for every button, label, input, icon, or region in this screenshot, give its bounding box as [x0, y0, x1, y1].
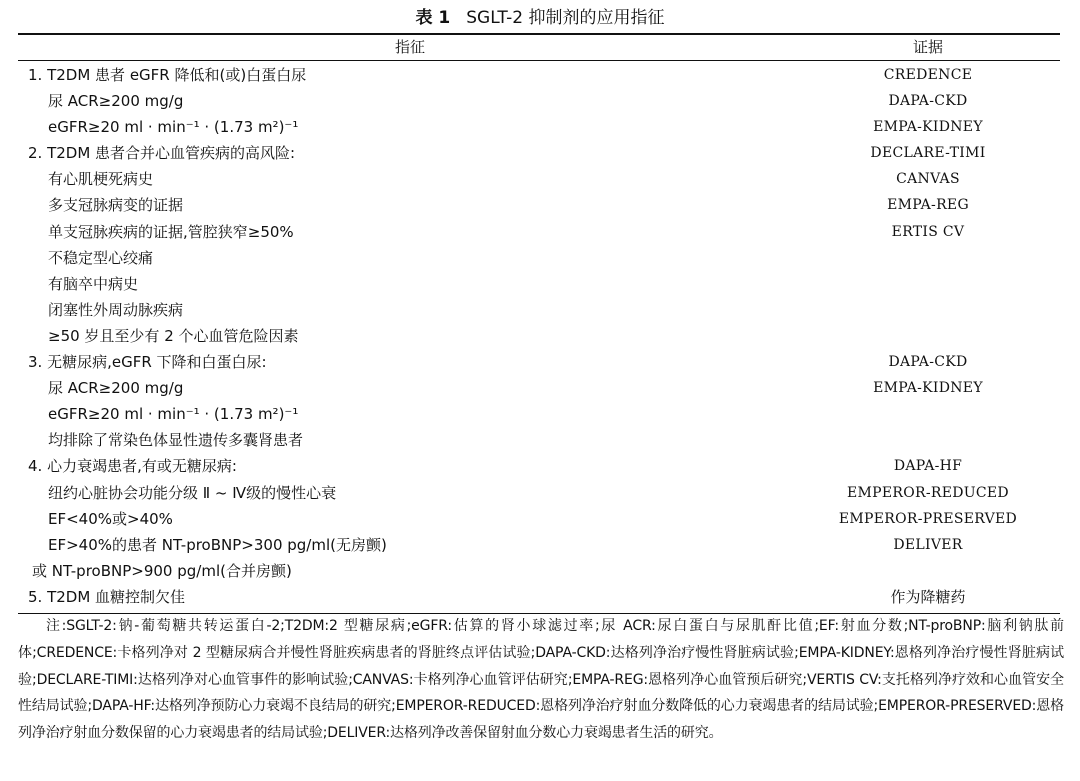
table-row	[0, 114, 1080, 140]
evidence-cell	[818, 427, 1038, 453]
evidence-cell: DAPA-HF	[893, 458, 963, 475]
evidence-cell	[818, 245, 1038, 271]
evidence-cell: CREDENCE	[883, 67, 973, 83]
indication-cell: 尿 ACR≥200 mg/g	[48, 92, 184, 111]
table-footnote: 注:SGLT-2:钠-葡萄糖共转运蛋白-2;T2DM:2 型糖尿病;eGFR:估算的肾小球滤过率;尿 ACR:尿白蛋白与尿肌酐比值;EF:射血分数;NT-proBNP:脑利钠肽前体;CREDENCE:卡格列净对 2 型糖尿病合并慢性肾脏疾病患者的肾脏终点评估试验;DAPA-CKD:达格列净治疗慢性肾脏病试验;EMPA-KIDNEY:恩格列净治疗慢性肾脏病试验;DECLARE-TIMI:达格列净对心血管事件的影响试验;CANVAS:卡格列净心血管评估研究;EMPA-REG:恩格列净心血管预后研究;VERTIS CV:支托格列净疗效和心血管安全性结局试验;DAPA-HF:达格列净预防心力衰竭不良结局的研究;EMPEROR-REDUCED:恩格列净治疗射血分数降低的心力衰竭患者的结局试验;EMPEROR-PRESERVED:恩格列净治疗射血分数保留的心力衰竭患者的结局试验;DELIVER:达格列净改善保留射血分数心力衰竭患者生活的研究。	[18, 618, 1064, 742]
indication-cell: eGFR≥20 ml · min⁻¹ · (1.73 m²)⁻¹	[48, 118, 299, 137]
indication-cell: 均排除了常染色体显性遗传多囊肾患者	[48, 431, 304, 450]
indication-cell: 不稳定型心绞痛	[48, 248, 154, 267]
indication-cell: eGFR≥20 ml · min⁻¹ · (1.73 m²)⁻¹	[48, 405, 299, 424]
header-evidence: 证据	[912, 38, 943, 56]
table-body	[0, 62, 1080, 610]
header-indication: 指征	[394, 38, 425, 56]
evidence-cell: EMPA-KIDNEY	[873, 380, 983, 397]
table-row	[0, 166, 1080, 192]
table-row	[0, 62, 1080, 88]
table-row	[0, 245, 1080, 271]
evidence-cell: DELIVER	[893, 536, 963, 553]
table-number: 表 1	[415, 8, 451, 28]
evidence-cell	[818, 323, 1038, 349]
table-row	[0, 401, 1080, 427]
evidence-cell: CANVAS	[896, 171, 960, 188]
indication-cell: 4. 心力衰竭患者,有或无糖尿病:	[28, 457, 237, 476]
evidence-cell: EMPA-KIDNEY	[873, 119, 983, 136]
evidence-cell	[818, 558, 1038, 584]
table-title: SGLT-2 抑制剂的应用指征	[466, 8, 665, 28]
table-row	[0, 584, 1080, 610]
table-row	[0, 297, 1080, 323]
table-caption	[0, 6, 1080, 30]
table-row	[0, 88, 1080, 114]
table-row	[0, 271, 1080, 297]
table-row	[0, 323, 1080, 349]
evidence-cell: DECLARE-TIMI	[870, 145, 986, 162]
indication-cell: 有心肌梗死病史	[48, 170, 154, 189]
indication-cell: 2. T2DM 患者合并心血管疾病的高风险:	[28, 144, 296, 163]
indication-cell: 单支冠脉疾病的证据,管腔狭窄≥50%	[48, 222, 294, 241]
indication-cell: 闭塞性外周动脉疾病	[48, 300, 184, 319]
indication-cell: 3. 无糖尿病,eGFR 下降和白蛋白尿:	[28, 353, 267, 372]
indication-cell: 有脑卒中病史	[48, 274, 139, 293]
table-row	[0, 140, 1080, 166]
table-row	[0, 192, 1080, 218]
indication-cell: 多支冠脉病变的证据	[48, 196, 184, 215]
table-row	[0, 219, 1080, 245]
indication-cell: 尿 ACR≥200 mg/g	[48, 379, 184, 398]
evidence-cell	[818, 297, 1038, 323]
table-row	[0, 427, 1080, 453]
table-row	[0, 506, 1080, 532]
table-row	[0, 375, 1080, 401]
table-row	[0, 532, 1080, 558]
table-row	[0, 349, 1080, 375]
indication-cell: ≥50 岁且至少有 2 个心血管危险因素	[48, 326, 299, 345]
evidence-cell: ERTIS CV	[891, 223, 965, 240]
header-rule	[18, 60, 1060, 61]
evidence-cell: DAPA-CKD	[888, 93, 968, 110]
evidence-cell: DAPA-CKD	[888, 354, 968, 371]
indication-cell: 5. T2DM 血糖控制欠佳	[28, 587, 186, 606]
table-row	[0, 480, 1080, 506]
indication-cell: 1. T2DM 患者 eGFR 降低和(或)白蛋白尿	[28, 66, 307, 84]
indication-cell: 纽约心脏协会功能分级 Ⅱ ~ Ⅳ级的慢性心衰	[48, 483, 337, 502]
indication-cell: EF>40%的患者 NT-proBNP>300 pg/ml(无房颤)	[48, 535, 387, 554]
evidence-cell	[818, 271, 1038, 297]
evidence-cell: EMPEROR-PRESERVED	[838, 510, 1018, 527]
evidence-cell: EMPA-REG	[887, 197, 969, 214]
evidence-cell: EMPEROR-REDUCED	[847, 484, 1009, 501]
evidence-cell: 作为降糖药	[890, 587, 966, 606]
indication-cell: EF<40%或>40%	[48, 509, 173, 528]
table-row	[0, 558, 1080, 584]
indication-cell: 或 NT-proBNP>900 pg/ml(合并房颤)	[32, 561, 292, 580]
evidence-cell	[818, 401, 1038, 427]
table-row	[0, 453, 1080, 479]
